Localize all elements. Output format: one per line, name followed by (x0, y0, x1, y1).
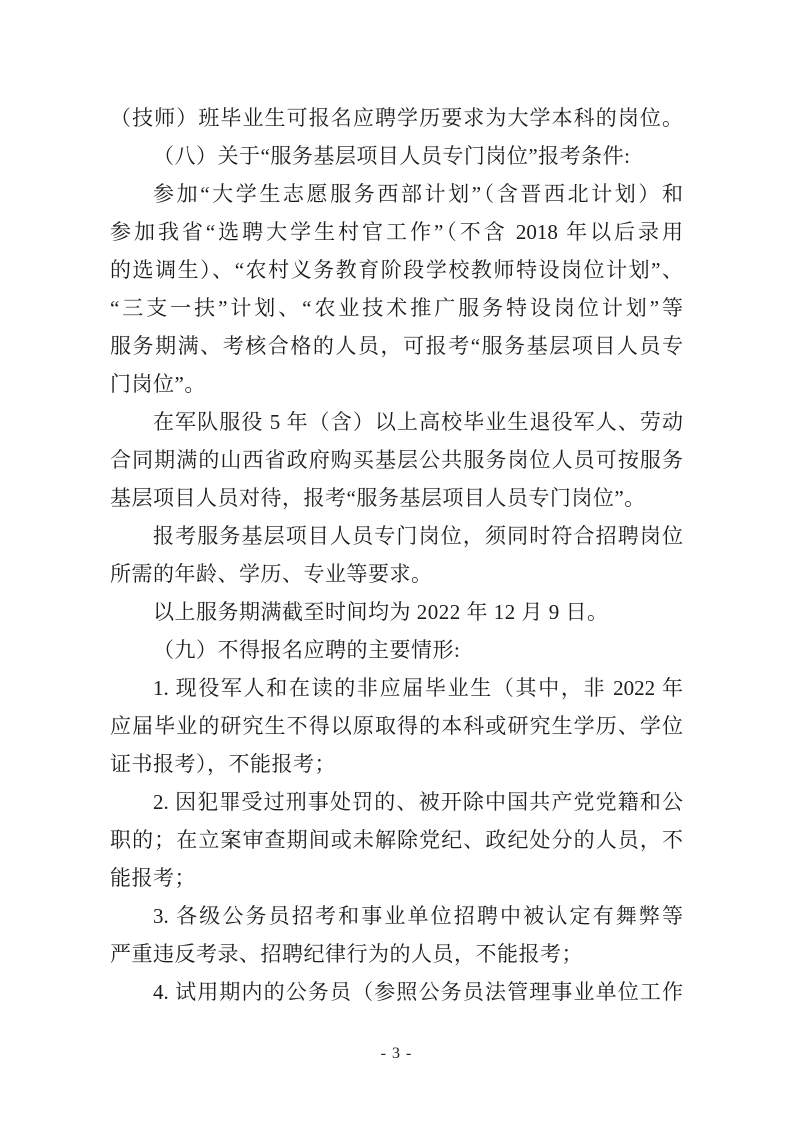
text-line: 严重违反考录、招聘纪律行为的人员，不能报考； (110, 942, 583, 966)
page-number: - 3 - (380, 1045, 413, 1062)
text-line: 服务期满、考核合格的人员，可报考“服务基层项目人员专 (110, 334, 683, 358)
text-line: 在军队服役 5 年（含）以上高校毕业生退役军人、劳动 (153, 410, 683, 434)
text-line: 报考服务基层项目人员专门岗位，须同时符合招聘岗位 (153, 524, 683, 548)
text-line: （九）不得报名应聘的主要情形: (153, 638, 461, 662)
text-line: 以上服务期满截至时间均为 2022 年 12 月 9 日。 (153, 600, 609, 624)
text-line: （八）关于“服务基层项目人员专门岗位”报考条件: (153, 144, 631, 168)
text-line: 门岗位”。 (110, 372, 206, 396)
text-line: 4. 试用期内的公务员（参照公务员法管理事业单位工作 (153, 980, 683, 1004)
text-line: 参加“大学生志愿服务西部计划”（含晋西北计划）和 (153, 182, 683, 206)
text-line: 的选调生）、“农村义务教育阶段学校教师特设岗位计划”、 (110, 258, 683, 282)
text-line: 所需的年龄、学历、专业等要求。 (110, 562, 433, 586)
document-content (110, 99, 683, 1011)
text-line: 基层项目人员对待，报考“服务基层项目人员专门岗位”。 (110, 486, 646, 510)
text-line: 职的；在立案审查期间或未解除党纪、政纪处分的人员，不 (110, 828, 683, 852)
text-line: 能报考； (110, 866, 196, 890)
text-line: （技师）班毕业生可报名应聘学历要求为大学本科的岗位。 (110, 106, 683, 130)
text-line: 证书报考），不能报考； (110, 752, 336, 776)
text-line: 1. 现役军人和在读的非应届毕业生（其中，非 2022 年 (153, 676, 683, 700)
text-line: 应届毕业的研究生不得以原取得的本科或研究生学历、学位 (110, 714, 683, 738)
text-line: 合同期满的山西省政府购买基层公共服务岗位人员可按服务 (110, 448, 683, 472)
text-line: 3. 各级公务员招考和事业单位招聘中被认定有舞弊等 (153, 904, 683, 928)
text-line: “三支一扶”计划、“农业技术推广服务特设岗位计划”等 (110, 296, 683, 320)
text-line: 2. 因犯罪受过刑事处罚的、被开除中国共产党党籍和公 (153, 790, 683, 814)
text-line: 参加我省“选聘大学生村官工作”（不含 2018 年以后录用 (110, 220, 683, 244)
